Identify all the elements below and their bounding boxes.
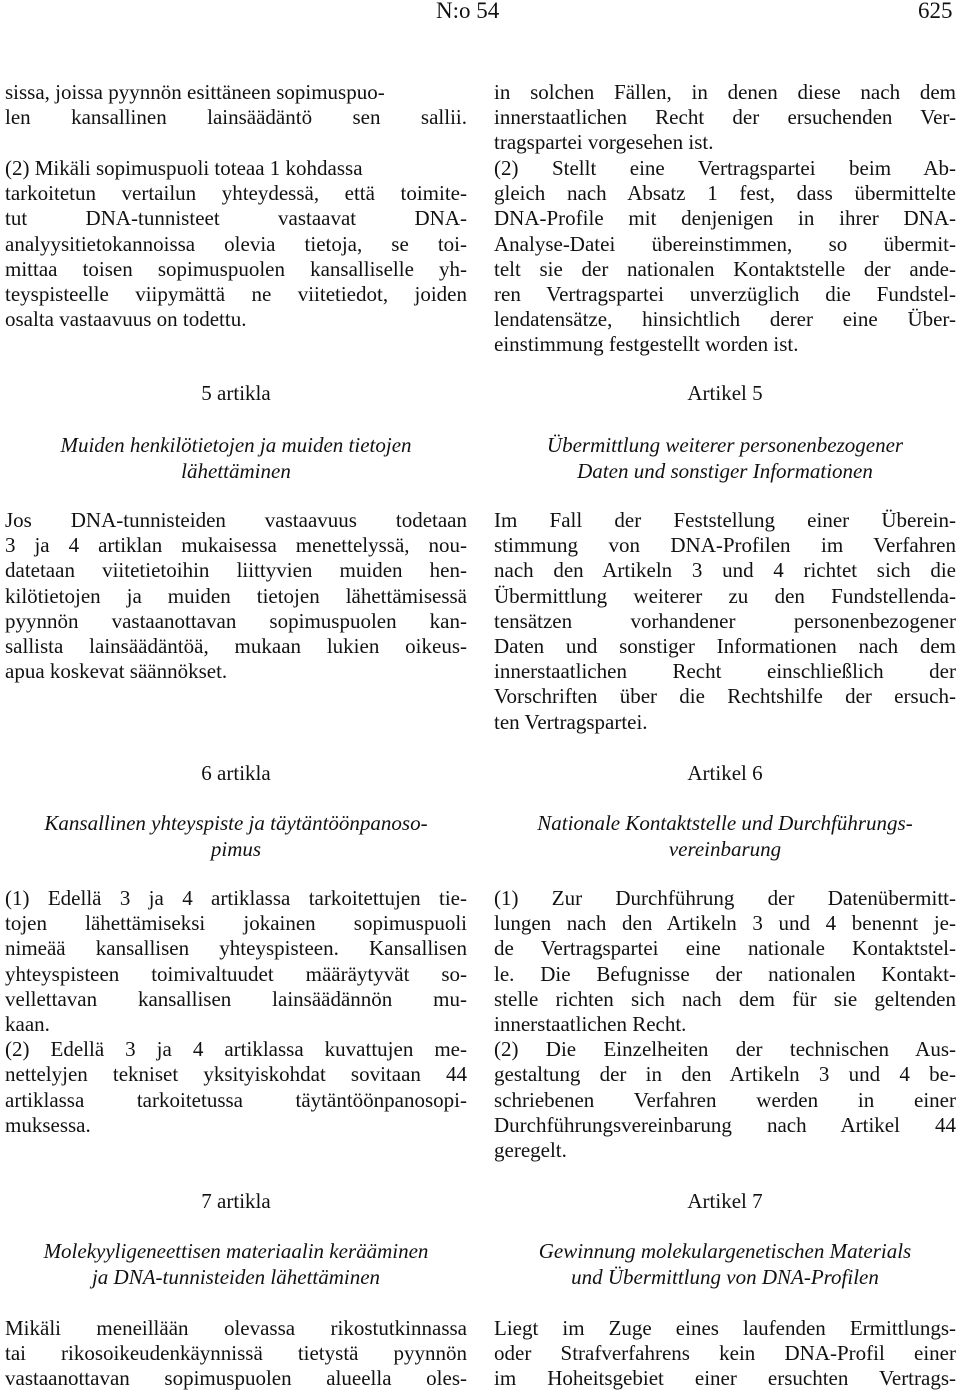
text-line: DNA-Profile mit denjenigen in ihrer DNA- <box>494 206 956 231</box>
text-line: tojen lähettämiseksi jokainen sopimuspuoli <box>5 911 467 936</box>
page-number: 625 <box>918 0 953 23</box>
text-line: ten Vertragspartei. <box>494 709 648 734</box>
text-line: Übermittlung weiterer zu den Fundstellenda- <box>494 583 956 608</box>
article-5-heading: Artikel 5 <box>687 381 763 405</box>
text-line: gestaltung der in den Artikeln 3 und 4 be- <box>494 1062 956 1087</box>
text-line: (2) Stellt eine Vertragspartei beim Ab- <box>494 156 956 180</box>
text-line: stimmung von DNA-Profilen im Verfahren <box>494 533 956 558</box>
text-line: gleich nach Absatz 1 fest, dass übermittelte <box>494 181 956 206</box>
article-6-text <box>5 886 467 1138</box>
article-5-text <box>494 508 956 735</box>
text-line: Im Fall der Feststellung einer Überein- <box>494 508 956 532</box>
text-line: (2) Mikäli sopimuspuoli toteaa 1 kohdassa <box>5 156 363 180</box>
text-line: muksessa. <box>5 1112 91 1137</box>
text-line: ren Vertragspartei unverzüglich die Fundstel- <box>494 282 956 307</box>
text-line: osalta vastaavuus on todettu. <box>5 307 247 332</box>
text-line: innerstaatlichen Recht einschließlich der <box>494 659 956 684</box>
article-6-title <box>5 810 467 862</box>
text-line: lendatensätze, hinsichtlich derer eine Über- <box>494 307 956 332</box>
text-line: nach den Artikeln 3 und 4 richtet sich die <box>494 558 956 583</box>
text-line: analyysitietokannoissa olevia tietoja, se toi- <box>5 231 467 256</box>
text-line: Jos DNA-tunnisteiden vastaavuus todetaan <box>5 508 467 532</box>
text-line: innerstaatlichen Recht. <box>494 1012 687 1037</box>
paragraph-art4-2 <box>494 156 956 358</box>
text-line: geregelt. <box>494 1138 567 1163</box>
title-line: Molekyyligeneettisen materiaalin kerääminen <box>43 1239 429 1263</box>
text-line: len kansallinen lainsäädäntö sen sallii. <box>5 105 467 130</box>
text-line: tut DNA-tunnisteet vastaavat DNA- <box>5 206 467 231</box>
text-line: apua koskevat säännökset. <box>5 659 228 684</box>
article-5-title <box>494 432 956 484</box>
text-line: (2) Edellä 3 ja 4 artiklassa kuvattujen me- <box>5 1037 467 1062</box>
article-5-text <box>5 508 467 684</box>
text-line: im Hoheitsgebiet einer ersuchten Vertrags- <box>494 1366 956 1391</box>
text-line: stelle richten sich nach dem für sie geltenden <box>494 986 956 1011</box>
paragraph-continuation <box>494 80 956 156</box>
text-line: (2) Die Einzelheiten der technischen Aus- <box>494 1037 956 1062</box>
title-line: Gewinnung molekulargenetischen Materials <box>538 1239 912 1263</box>
text-line: tai rikosoikeudenkäynnissä tietystä pyynnön <box>5 1341 467 1366</box>
article-7-title <box>5 1238 467 1290</box>
article-7-heading: 7 artikla <box>201 1189 271 1213</box>
text-line: innerstaatlichen Recht der ersuchenden Ver- <box>494 105 956 130</box>
text-line: teyspisteelle viipymättä ne viitetiedot, joiden <box>5 282 467 307</box>
article-6-text <box>494 886 956 1163</box>
title-line: Übermittlung weiterer personenbezogener <box>546 433 904 457</box>
text-line: in solchen Fällen, in denen diese nach dem <box>494 80 956 104</box>
text-line: vellettavan kansallisen lainsäädännön mu- <box>5 986 467 1011</box>
paragraph-continuation <box>5 80 467 130</box>
article-7-text <box>5 1316 467 1392</box>
text-line: schriebenen Verfahren werden in einer <box>494 1087 956 1112</box>
article-6-title <box>494 810 956 862</box>
text-line: yhteyspisteen toimivaltuudet määräytyvät so- <box>5 961 467 986</box>
title-line: Daten und sonstiger Informationen <box>577 459 873 483</box>
text-line: einstimmung festgestellt worden ist. <box>494 332 799 357</box>
text-line: Vorschriften über die Rechtshilfe der ersuch- <box>494 684 956 709</box>
text-line: artiklassa tarkoitetussa täytäntöönpanosopi- <box>5 1087 467 1112</box>
text-line: pyynnön vastaanottavan sopimuspuolen kan- <box>5 608 467 633</box>
text-line: 3 ja 4 artiklan mukaisessa menettelyssä, nou- <box>5 533 467 558</box>
title-line: Kansallinen yhteyspiste ja täytäntöönpanoso- <box>44 811 428 835</box>
text-line: nettelyjen tekniset yksityiskohdat sovitaan 44 <box>5 1062 467 1087</box>
running-header: N:o 54 <box>436 0 500 23</box>
text-line: Liegt im Zuge eines laufenden Ermittlungs- <box>494 1316 956 1340</box>
text-line: le. Die Befugnisse der nationalen Kontakt- <box>494 961 956 986</box>
text-line: tarkoitetun vertailun yhteydessä, että toimite- <box>5 181 467 206</box>
text-line: kaan. <box>5 1012 50 1037</box>
text-line: vastaanottavan sopimuspuolen alueella oles- <box>5 1366 467 1391</box>
article-5-heading: 5 artikla <box>201 381 271 405</box>
text-line: sissa, joissa pyynnön esittäneen sopimuspuo- <box>5 80 385 104</box>
text-line: mittaa toisen sopimuspuolen kansalliselle yh- <box>5 256 467 281</box>
text-line: Daten und sonstiger Informationen nach dem <box>494 634 956 659</box>
text-line: sallista lainsäädäntöä, mukaan lukien oikeus- <box>5 634 467 659</box>
article-7-title <box>494 1238 956 1290</box>
text-line: datetaan viitetietoihin liittyvien muiden hen- <box>5 558 467 583</box>
title-line: pimus <box>210 837 262 861</box>
text-line: oder Strafverfahrens kein DNA-Profil einer <box>494 1341 956 1366</box>
article-5-title <box>5 432 467 484</box>
title-line: Muiden henkilötietojen ja muiden tietojen <box>60 433 412 457</box>
article-7-heading: Artikel 7 <box>687 1189 763 1213</box>
text-line: Analyse-Datei übereinstimmen, so übermit- <box>494 231 956 256</box>
text-line: tragspartei vorgesehen ist. <box>494 130 714 155</box>
text-line: Durchführungsvereinbarung nach Artikel 44 <box>494 1112 956 1137</box>
text-line: de Vertragspartei eine nationale Kontaktstel- <box>494 936 956 961</box>
title-line: Nationale Kontaktstelle und Durchführungs- <box>537 811 913 835</box>
text-line: tensätzen vorhandener personenbezogener <box>494 608 956 633</box>
text-line: nimeää kansallisen yhteyspisteen. Kansallisen <box>5 936 467 961</box>
text-line: (1) Edellä 3 ja 4 artiklassa tarkoitettujen tie- <box>5 886 467 910</box>
title-line: und Übermittlung von DNA-Profilen <box>571 1265 879 1289</box>
title-line: vereinbarung <box>668 837 782 861</box>
paragraph-art4-2 <box>5 156 467 332</box>
article-7-text <box>494 1316 956 1392</box>
article-6-heading: 6 artikla <box>201 761 271 785</box>
article-6-heading: Artikel 6 <box>687 761 763 785</box>
text-line: kilötietojen ja muiden tietojen lähettämisessä <box>5 583 467 608</box>
text-line: telt sie der nationalen Kontaktstelle der ande- <box>494 256 956 281</box>
title-line: lähettäminen <box>181 459 291 483</box>
text-line: (1) Zur Durchführung der Datenübermitt- <box>494 886 956 910</box>
text-line: Mikäli meneillään olevassa rikostutkinnassa <box>5 1316 467 1340</box>
text-line: lungen nach den Artikeln 3 und 4 benennt je- <box>494 911 956 936</box>
title-line: ja DNA-tunnisteiden lähettäminen <box>91 1265 381 1289</box>
